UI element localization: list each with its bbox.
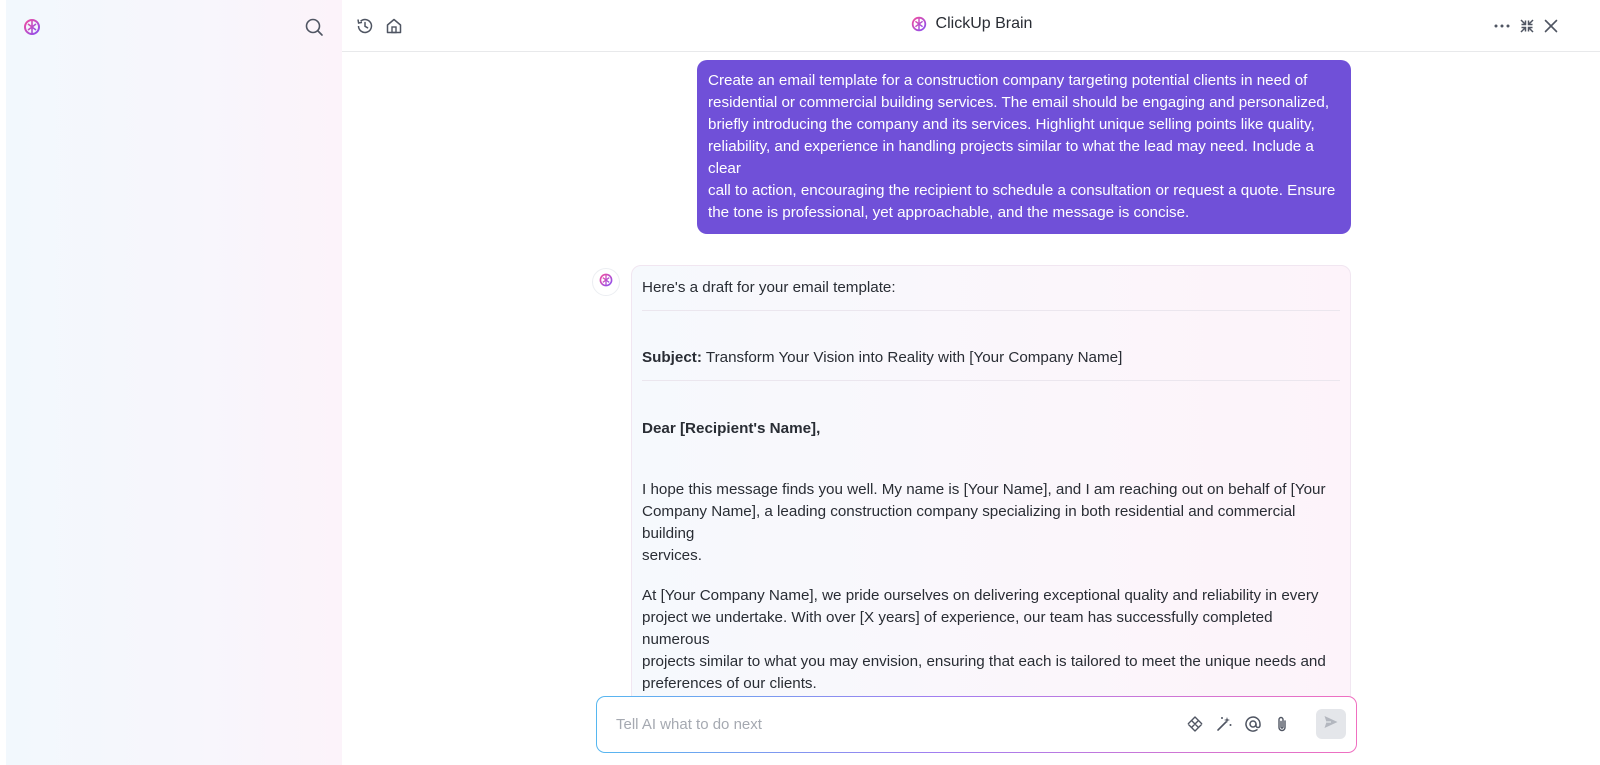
clickup-brain-logo-icon [910, 15, 928, 33]
user-message-line: call to action, encouraging the recipient to schedule a consultation or request a quote. Ensure [708, 182, 1336, 199]
send-button[interactable] [1316, 709, 1346, 739]
composer [596, 696, 1357, 753]
paragraph-line: I hope this message finds you well. My name is [Your Name], and I am reaching out on behalf of [Your [642, 481, 1326, 498]
paragraph-line: preferences of our clients. [642, 675, 817, 692]
paragraph-line: projects similar to what you may envision, ensuring that each is tailored to meet the unique needs and [642, 653, 1326, 670]
prompt-input[interactable] [616, 712, 1176, 736]
main-panel [342, 0, 1600, 765]
divider [642, 310, 1340, 311]
more-icon[interactable] [1491, 15, 1513, 37]
user-message-line: reliability, and experience in handling projects similar to what the lead may need. Include a clear [708, 138, 1314, 177]
subject-text: Transform Your Vision into Reality with [Your Company Name] [701, 349, 1123, 366]
magic-wand-icon[interactable] [1214, 714, 1234, 734]
attachment-icon[interactable] [1272, 714, 1292, 734]
top-bar [342, 0, 1600, 52]
email-greeting: Dear [Recipient's Name], [642, 420, 821, 437]
integrations-icon[interactable] [1185, 714, 1205, 734]
search-icon[interactable] [303, 16, 325, 38]
user-message-line: briefly introducing the company and its services. Highlight unique selling points like quality, [708, 116, 1315, 133]
clickup-brain-logo-icon [598, 272, 614, 293]
paragraph-line: Company Name], a leading construction company specializing in both residential and commercial building [642, 503, 1296, 542]
close-icon[interactable] [1540, 15, 1562, 37]
divider [642, 380, 1340, 381]
email-subject [642, 347, 1122, 369]
clickup-brain-logo-icon[interactable] [22, 17, 42, 37]
ai-response-card [631, 265, 1351, 705]
email-paragraph-2 [642, 585, 1342, 695]
email-paragraph-1 [642, 479, 1342, 567]
mention-icon[interactable] [1243, 714, 1263, 734]
ai-intro: Here's a draft for your email template: [642, 279, 896, 296]
app-title: ClickUp Brain [935, 15, 1033, 32]
user-message [697, 60, 1351, 234]
collapse-icon[interactable] [1516, 15, 1538, 37]
sidebar [6, 0, 342, 765]
composer-box [597, 697, 1356, 752]
user-message-line: the tone is professional, yet approachable, and the message is concise. [708, 204, 1190, 221]
window-title [342, 15, 1600, 38]
user-message-line: residential or commercial building services. The email should be engaging and personalized, [708, 94, 1330, 111]
ai-avatar [592, 268, 620, 296]
paragraph-line: At [Your Company Name], we pride ourselves on delivering exceptional quality and reliability in every [642, 587, 1319, 604]
paragraph-line: services. [642, 547, 702, 564]
user-message-line: Create an email template for a construction company targeting potential clients in need of [708, 72, 1308, 89]
chat-area [342, 52, 1600, 692]
paragraph-line: project we undertake. With over [X years] of experience, our team has successfully completed numerous [642, 609, 1273, 648]
subject-label: Subject: [642, 349, 702, 366]
send-icon [1322, 713, 1340, 736]
